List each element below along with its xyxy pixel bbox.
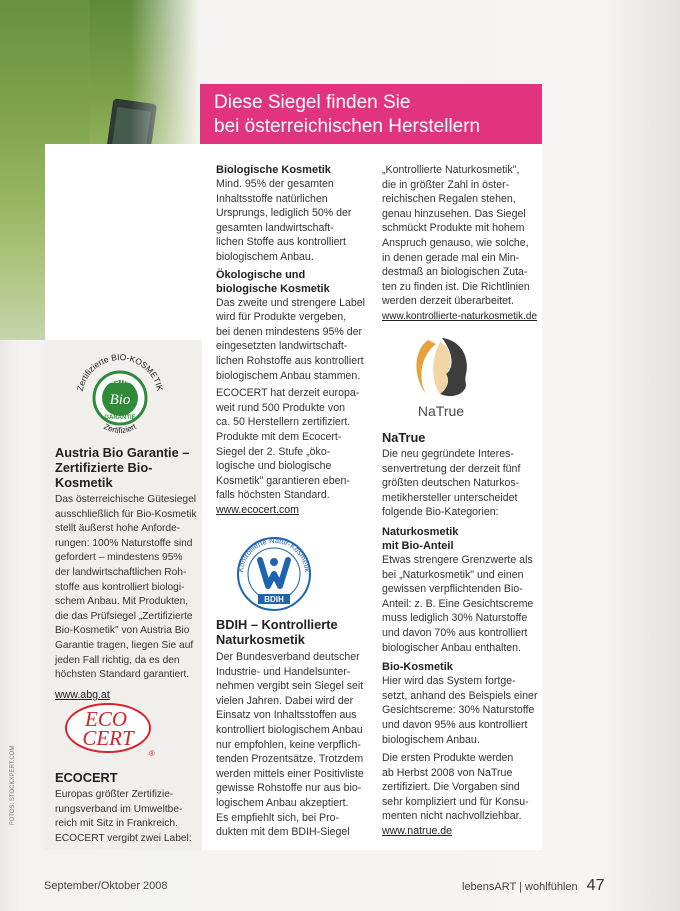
text-line: bei „Naturkosmetik" und einen xyxy=(382,568,524,581)
bdih-logo xyxy=(234,534,314,614)
ecocert-logo xyxy=(62,700,158,760)
text-line: Naturkosmetik xyxy=(216,632,305,647)
ecocert-section xyxy=(55,770,201,846)
text-line: BDIH – Kontrollierte xyxy=(216,617,338,632)
text-line: wird für Produkte vergeben, xyxy=(216,311,347,324)
text-line: schmückt Produkte mit hohem xyxy=(382,222,525,235)
headline-line-1: Diese Siegel finden Sie xyxy=(214,92,411,113)
bio-kosmetik-title: Biologische Kosmetik xyxy=(216,164,331,176)
text-line: destmaß an biologischen Zuta- xyxy=(382,266,528,279)
text-line: Es empfiehlt sich, bei Pro- xyxy=(216,811,340,824)
footer-date: September/Oktober 2008 xyxy=(44,880,168,892)
bdih-section xyxy=(216,617,376,840)
ecocert-stats-body xyxy=(216,386,376,503)
natrue-final-body xyxy=(382,751,540,824)
text-line: reichischen Regalen stehen, xyxy=(382,193,516,206)
right-intro xyxy=(382,163,540,325)
text-line: Ursprungs, lediglich 50% der xyxy=(216,207,352,220)
footer-section: wohlfühlen xyxy=(525,881,578,893)
footer-separator: | xyxy=(519,881,522,893)
text-line: dukten mit dem BDIH-Siegel xyxy=(216,826,350,839)
text-line: rungen: 100% Naturstoffe sind xyxy=(55,537,193,549)
text-line: Europas größter Zertifizie- xyxy=(55,789,174,800)
austria-logo-band-top: AUSTRIA xyxy=(105,378,135,385)
text-line: stoffe aus kontrolliert biologi- xyxy=(55,581,185,593)
text-line: lichen Stoffe aus kontrolliert xyxy=(216,236,346,249)
text-line: mit Bio-Anteil xyxy=(382,539,454,552)
bio-kosmetik-body xyxy=(216,177,376,265)
austria-title-line-1: Austria Bio Garantie – xyxy=(55,445,190,460)
text-line: stellt äußerst hohe Anforde- xyxy=(55,523,181,535)
text-line: Produkte mit dem Ecocert- xyxy=(216,430,342,443)
text-line: Das zweite und strengere Label xyxy=(216,296,365,309)
natrue-section xyxy=(382,430,540,839)
text-line: sehr kompliziert und für Konsu- xyxy=(382,795,529,808)
ecocert-logo-icon xyxy=(62,700,158,760)
austria-title xyxy=(55,445,201,490)
text-line: bei denen mindestens 95% der xyxy=(216,325,363,338)
text-line: setzt, anhand des Beispiels einer xyxy=(382,689,538,702)
text-line: kontrolliert biologischem Anbau xyxy=(216,723,363,736)
photo-credit: FOTOS: STOCKXPERT.COM xyxy=(10,745,16,825)
text-line: menten nicht nachvollziehbar. xyxy=(382,810,522,823)
austria-link[interactable]: www.abg.at xyxy=(55,688,110,701)
page-number: 47 xyxy=(586,877,605,894)
text-line: gewissen verpflichtenden Bio- xyxy=(382,583,523,596)
ecocert-logo-line-2: CERT xyxy=(82,726,134,750)
text-line: ten zu finden ist. Die Richtlinien xyxy=(382,280,530,293)
text-line: Garantie tragen, liegen Sie auf xyxy=(55,639,194,651)
bdih-title xyxy=(216,617,376,647)
text-line: logische und biologische xyxy=(216,460,332,473)
text-line: die das Prüfsiegel „Zertifizierte xyxy=(55,610,193,622)
headline xyxy=(214,91,534,139)
text-line: genau hinzusehen. Das Siegel xyxy=(382,207,526,220)
text-line: Einsatz von Inhaltsstoffen aus xyxy=(216,709,357,722)
bdih-logo-bottom: BDIH xyxy=(264,595,284,604)
text-line: Bio-Kosmetik" von Austria Bio xyxy=(55,625,190,637)
text-line: Die neu gegründete Interes- xyxy=(382,448,514,460)
bdih-logo-arc-text: Kontrollierte Natur-Kosmetik xyxy=(236,535,312,573)
text-line: höchsten Standard garantiert. xyxy=(55,669,190,681)
austria-body xyxy=(55,493,201,683)
austria-title-line-2: Zertifizierte Bio-Kosmetik xyxy=(55,460,153,490)
natrue-link[interactable]: www.natrue.de xyxy=(382,825,453,838)
text-line: und davon 70% aus kontrolliert xyxy=(382,626,528,639)
natrue-body xyxy=(382,447,540,520)
text-line: Inhaltsstoffe natürlichen xyxy=(216,192,328,205)
natrue-logo-icon xyxy=(404,334,478,424)
austria-logo-center: Bio xyxy=(109,392,131,408)
text-line: metikhersteller unterscheidet xyxy=(382,491,518,504)
text-line: weit rund 500 Produkte von xyxy=(216,401,345,414)
austria-logo-bottom-text: Zertifiziert xyxy=(102,421,138,435)
footer-brand xyxy=(462,877,604,895)
text-line: Naturkosmetik xyxy=(382,525,459,538)
text-line: ECOCERT vergibt zwei Label: xyxy=(55,832,192,844)
text-line: der landwirtschaftlichen Roh- xyxy=(55,566,187,578)
text-line: nur empfohlen, keine verpflich- xyxy=(216,738,361,751)
text-line: senvertretung der derzeit fünf xyxy=(382,462,521,475)
text-line: Anspruch genauso, wie solche, xyxy=(382,236,529,249)
ecocert-body xyxy=(55,788,201,846)
text-line: Hier wird das System fortge- xyxy=(382,675,516,688)
text-line: schem Anbau. Mit Produkten, xyxy=(55,596,189,608)
austria-bio-seal-icon xyxy=(60,350,180,442)
text-line: ca. 50 Herstellern zertifiziert. xyxy=(216,416,351,429)
text-line: biologischem Anbau. xyxy=(216,250,314,263)
footer-brand-name: lebensART xyxy=(462,881,517,893)
bio-kosmetik-natrue-title: Bio-Kosmetik xyxy=(382,661,453,674)
text-line: rungsverband im Umweltbe- xyxy=(55,803,183,815)
text-line: gewisse Rohstoffe nur aus bio- xyxy=(216,782,362,795)
ecocert-logo-line-1: ECO xyxy=(85,707,127,731)
natrue-logo xyxy=(404,334,478,424)
text-line: tenden Prozentsätze. Trotzdem xyxy=(216,753,364,766)
naturkosmetik-bio-anteil-body xyxy=(382,553,540,655)
text-line: werden mittels einer Positivliste xyxy=(216,767,364,780)
text-line: logischem Anbau akzeptiert. xyxy=(216,796,349,809)
text-line: Anteil: z. B. Eine Gesichtscreme xyxy=(382,597,534,610)
text-line: gefordert – mindestens 95% xyxy=(55,552,183,564)
text-line: werden derzeit überarbeitet. xyxy=(382,295,514,308)
text-line: vielen Jahren. Dabei wird der xyxy=(216,694,354,707)
text-line: gesamten landwirtschaft- xyxy=(216,221,334,234)
text-line: biologischem Anbau. xyxy=(382,733,480,746)
austria-logo-band-bottom: GARANTIE xyxy=(104,415,136,421)
text-line: Der Bundesverband deutscher xyxy=(216,651,360,663)
text-line: biologischer Anbau enthalten. xyxy=(382,641,522,654)
text-line: zertifiziert. Die Vorgaben sind xyxy=(382,781,520,794)
text-line: ausschließlich für Bio-Kosmetik xyxy=(55,508,197,520)
bio-kosmetik-natrue-body xyxy=(382,674,540,747)
text-line: reich mit Sitz in Frankreich. xyxy=(55,818,178,830)
bdih-seal-icon xyxy=(234,534,314,614)
austria-section xyxy=(55,445,201,702)
naturkosmetik-bio-anteil-title xyxy=(382,525,540,553)
text-line: eingesetzten landwirtschaft- xyxy=(216,340,348,353)
text-line: muss lediglich 30% Naturstoffe xyxy=(382,612,528,625)
text-line: Die ersten Produkte werden xyxy=(382,752,514,765)
text-line: ECOCERT hat derzeit europa- xyxy=(216,387,360,400)
text-line: nehmen vergibt sein Siegel seit xyxy=(216,680,364,693)
text-line: größten deutschen Naturkos- xyxy=(382,477,520,490)
text-line: „Kontrollierte Naturkosmetik", xyxy=(382,164,520,176)
text-line: Das österreichische Gütesiegel xyxy=(55,494,196,505)
text-line: biologische Kosmetik xyxy=(216,282,330,295)
text-line: Kosmetik" garantieren eben- xyxy=(216,474,350,487)
ecocert-title: ECOCERT xyxy=(55,770,118,785)
text-line: ab Herbst 2008 von NaTrue xyxy=(382,766,513,779)
austria-logo-top-text: Zertifizierte BIO-KOSMETIK xyxy=(74,351,166,392)
text-line: und davon 95% aus kontrolliert xyxy=(382,718,528,731)
ecocert-logo-registered: ® xyxy=(149,749,155,758)
text-line: folgende Bio-Kategorien: xyxy=(382,506,499,519)
text-line: die in größter Zahl in öster- xyxy=(382,178,510,191)
text-line: lichen Rohstoffe aus kontrolliert xyxy=(216,354,364,367)
middle-column xyxy=(216,163,376,517)
text-line: Ökologische und xyxy=(216,268,306,281)
text-line: Siegel der 2. Stufe „öko- xyxy=(216,445,331,458)
natrue-title: NaTrue xyxy=(382,430,426,445)
text-line: in denen gerade mal ein Min- xyxy=(382,251,520,264)
ecocert-link[interactable]: www.ecocert.com xyxy=(216,503,300,516)
oeko-kosmetik-title xyxy=(216,268,376,296)
text-line: biologischem Anbau stammen. xyxy=(216,369,361,382)
headline-line-2: bei österreichischen Herstellern xyxy=(214,116,481,137)
bdih-continued-body xyxy=(382,163,540,309)
kontrollierte-naturkosmetik-link[interactable]: www.kontrollierte-naturkosmetik.de xyxy=(382,310,538,322)
bdih-body xyxy=(216,650,376,840)
text-line: Industrie- und Handelsunter- xyxy=(216,665,351,678)
text-line: jeden Fall richtig, da es den xyxy=(55,654,180,666)
text-line: Etwas strengere Grenzwerte als xyxy=(382,553,533,566)
natrue-logo-text: NaTrue xyxy=(417,403,465,419)
text-line: Gesichtscreme: 30% Naturstoffe xyxy=(382,704,535,717)
austria-bio-logo xyxy=(60,350,180,442)
oeko-kosmetik-body xyxy=(216,296,376,384)
text-line: Mind. 95% der gesamten xyxy=(216,178,334,190)
text-line: falls höchsten Standard. xyxy=(216,489,330,502)
